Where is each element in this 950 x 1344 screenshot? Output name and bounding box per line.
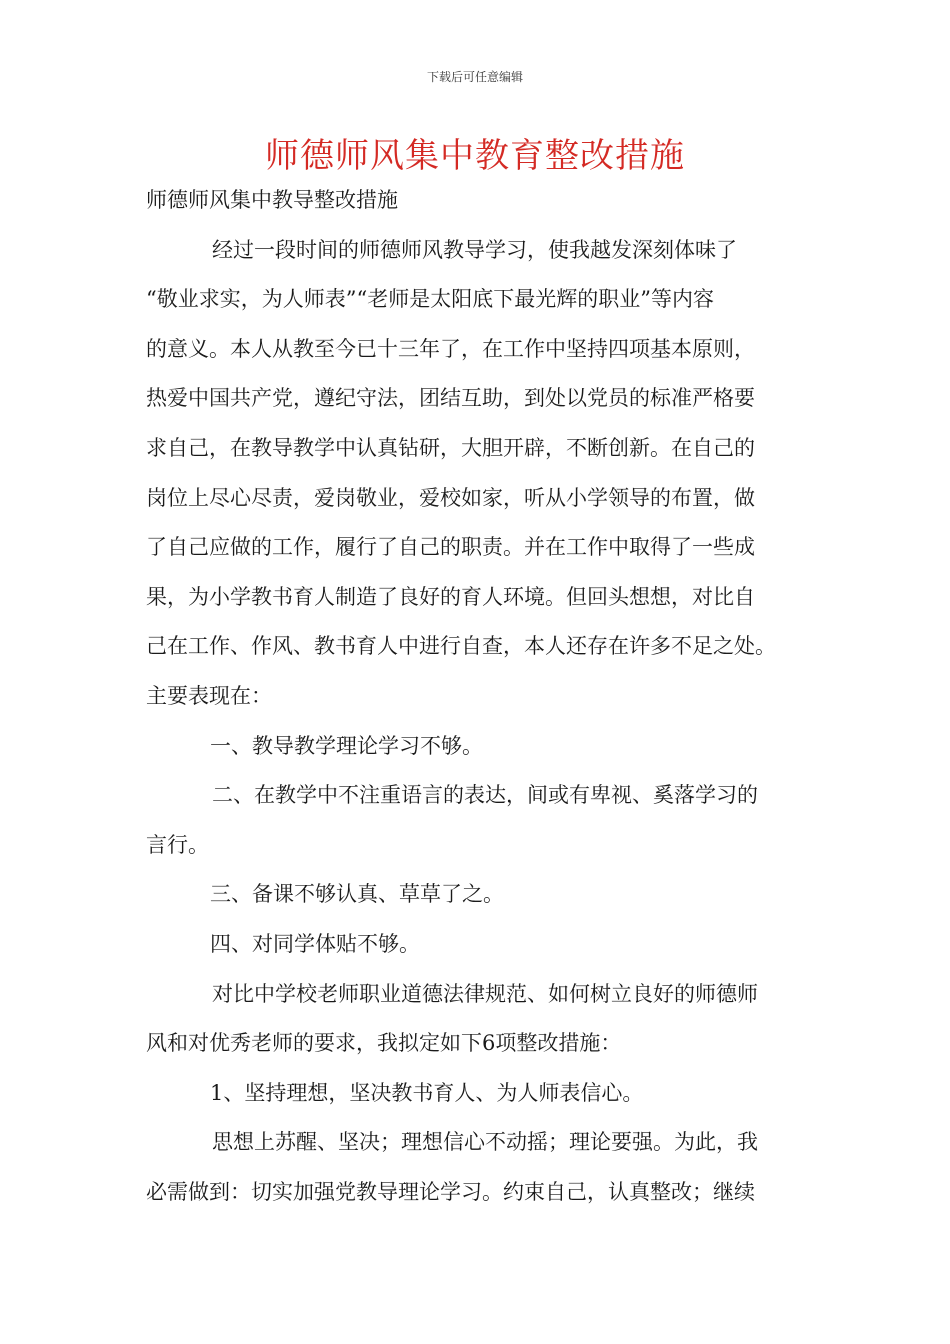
header-note: 下载后可任意编辑	[426, 70, 523, 84]
list-item-line: 一、教导教学理论学习不够。	[210, 733, 483, 758]
document-title: 师德师风集中教育整改措施	[265, 136, 685, 176]
list-item-line: 1、坚持理想，坚决教书育人、为人师表信心。	[210, 1080, 644, 1105]
paragraph-line: 热爱中国共产党，遵纪守法，团结互助，到处以党员的标准严格要	[146, 386, 755, 411]
paragraph-line: 求自己，在教导教学中认真钻研，大胆开辟，不断创新。在自己的	[146, 435, 755, 460]
paragraph-line: 岗位上尽心尽责，爱岗敬业，爱校如家，听从小学领导的布置，做	[146, 485, 755, 510]
paragraph-line: 风和对优秀老师的要求，我拟定如下6项整改措施：	[146, 1031, 622, 1056]
paragraph-line: 经过一段时间的师德师风教导学习，使我越发深刻体味了	[212, 237, 737, 262]
subtitle-line: 师德师风集中教导整改措施	[146, 188, 398, 212]
paragraph-line: “敬业求实，为人师表”“老师是太阳底下最光辉的职业”等内容	[146, 287, 714, 312]
paragraph-line: 对比中学校老师职业道德法律规范、如何树立良好的师德师	[212, 981, 758, 1006]
paragraph-line: 的意义。本人从教至今已十三年了，在工作中坚持四项基本原则，	[146, 336, 755, 361]
paragraph-line: 己在工作、作风、教书育人中进行自查，本人还存在许多不足之处。	[146, 634, 776, 659]
list-item-line: 三、备课不够认真、草草了之。	[210, 882, 504, 907]
list-item-line: 四、对同学体贴不够。	[210, 931, 420, 956]
document-body	[146, 184, 810, 1225]
list-item-line: 言行。	[146, 832, 209, 857]
list-item-line: 二、在教学中不注重语言的表达，间或有卑视、奚落学习的	[212, 783, 758, 808]
paragraph-line: 果，为小学教书育人制造了良好的育人环境。但回头想想，对比自	[146, 584, 755, 609]
paragraph-line: 思想上苏醒、坚决；理想信心不动摇；理论要强。为此，我	[212, 1130, 758, 1155]
paragraph-line: 必需做到：切实加强党教导理论学习。约束自己，认真整改；继续	[146, 1179, 755, 1204]
paragraph-line: 了自己应做的工作，履行了自己的职责。并在工作中取得了一些成	[146, 535, 755, 560]
paragraph-line: 主要表现在：	[146, 683, 272, 708]
